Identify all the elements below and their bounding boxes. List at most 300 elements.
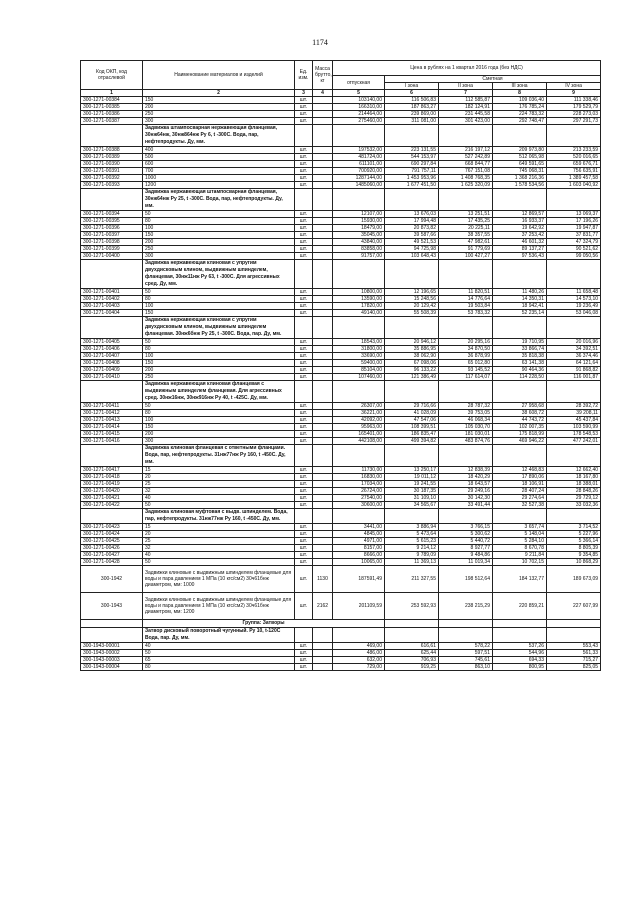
cell-zone-4: 12 662,40	[547, 467, 601, 474]
table-row	[81, 168, 601, 175]
cell-name: 1000	[143, 175, 295, 182]
cell-unit: шт.	[295, 559, 313, 566]
cell-zone-1: 239 869,00	[385, 111, 439, 118]
cell-name: 600	[143, 161, 295, 168]
cell-name: 50	[143, 403, 295, 410]
cell-otpusk: 26724,00	[333, 488, 385, 495]
cell-zone-1: 67 098,06	[385, 360, 439, 367]
cell-zone-3: 52 235,14	[493, 310, 547, 317]
cell-zone-3: 1 578 534,56	[493, 182, 547, 189]
cell-code: 300-1271-00398	[81, 239, 143, 246]
cell-name: 250	[143, 246, 295, 253]
cell-unit: шт.	[295, 495, 313, 502]
group-title: Задвижка клиновая фланцевая с ответными фланцами. Вода, пар, нефтепродукты. 31нж77нж Ру 160, t -450С. Ду, мм.	[143, 445, 295, 467]
column-number-row	[81, 90, 601, 97]
cell-zone-1: 223 131,55	[385, 147, 439, 154]
cell-zone-3: 8 670,78	[493, 545, 547, 552]
cell-name: 250	[143, 111, 295, 118]
cell-code: 300-1271-00419	[81, 481, 143, 488]
cell-zone-4: 11 658,48	[547, 289, 601, 296]
cell-zone-2: 47 982,61	[439, 239, 493, 246]
table-row	[81, 339, 601, 346]
cell-zone-2: 8 927,77	[439, 545, 493, 552]
table-row	[81, 374, 601, 381]
cell-zone-2: 53 783,32	[439, 310, 493, 317]
table-row	[81, 410, 601, 417]
cell-name: 100	[143, 225, 295, 232]
cell-zone-3: 512 065,98	[493, 154, 547, 161]
cell-otpusk: 3441,00	[333, 524, 385, 531]
cell-name: 1200	[143, 182, 295, 189]
cell-zone-3: 114 228,50	[493, 374, 547, 381]
table-row	[81, 147, 601, 154]
cell-zone-4: 5 227,96	[547, 531, 601, 538]
cell-otpusk: 27540,00	[333, 495, 385, 502]
cell-name: 50	[143, 559, 295, 566]
cell-code: 300-1271-00424	[81, 531, 143, 538]
cell-code: 300-1271-00416	[81, 438, 143, 445]
cell-name: 80	[143, 346, 295, 353]
cell-code: 300-1271-00408	[81, 360, 143, 367]
table-row	[81, 239, 601, 246]
cell-otpusk: 8157,00	[333, 545, 385, 552]
cell-unit: шт.	[295, 111, 313, 118]
cell-code: 300-1271-00428	[81, 559, 143, 566]
cell-zone-1: 5 473,64	[385, 531, 439, 538]
table-row	[81, 488, 601, 495]
cell-code: 300-1271-00409	[81, 367, 143, 374]
cell-zone-2: 13 251,51	[439, 211, 493, 218]
cell-name: Задвижки клиновые с выдвижным шпинделем фланцевые для воды и пара давлением 1 МПа (10 кгс/см2) 30ч61бнж диаметром, мм: 1000	[143, 566, 295, 593]
cell-unit: шт.	[295, 253, 313, 260]
cell-mass	[313, 111, 333, 118]
cell-zone-1: 103 648,43	[385, 253, 439, 260]
cell-unit: шт.	[295, 367, 313, 374]
header-code: Код ОКП, код отраслевой	[81, 61, 143, 90]
cell-name: 15	[143, 467, 295, 474]
cell-zone-3: 29 274,64	[493, 495, 547, 502]
cell-code: 300-1271-00404	[81, 310, 143, 317]
cell-mass	[313, 289, 333, 296]
cell-zone-1: 186 835,47	[385, 431, 439, 438]
cell-zone-2: 198 512,64	[439, 566, 493, 593]
cell-zone-4: 477 242,01	[547, 438, 601, 445]
cell-mass	[313, 232, 333, 239]
cell-zone-1: 121 386,49	[385, 374, 439, 381]
col-num: 9	[547, 90, 601, 97]
cell-name: 150	[143, 232, 295, 239]
table-row	[81, 481, 601, 488]
cell-unit: шт.	[295, 246, 313, 253]
cell-mass	[313, 438, 333, 445]
cell-unit: шт.	[295, 374, 313, 381]
cell-zone-2: 65 012,80	[439, 360, 493, 367]
cell-otpusk: 43840,00	[333, 239, 385, 246]
cell-zone-4: 553,43	[547, 643, 601, 650]
cell-otpusk: 700920,00	[333, 168, 385, 175]
cell-zone-1: 116 506,83	[385, 97, 439, 104]
cell-mass	[313, 97, 333, 104]
table-row	[81, 552, 601, 559]
cell-unit: шт.	[295, 161, 313, 168]
cell-zone-2: 1 408 768,35	[439, 175, 493, 182]
cell-zone-3: 5 148,04	[493, 531, 547, 538]
cell-zone-1: 20 873,82	[385, 225, 439, 232]
table-row	[81, 182, 601, 189]
group-title-row	[81, 189, 601, 211]
cell-zone-2: 5 440,72	[439, 538, 493, 545]
cell-mass	[313, 474, 333, 481]
cell-zone-3: 3 657,74	[493, 524, 547, 531]
table-row	[81, 232, 601, 239]
cell-name: 32	[143, 488, 295, 495]
group-title: Задвижка нержавеющая клиновая с упругим двухдисковым клином, выдвижным шпинделем, фланцевая, 30нж11нж Ру 63, t -300С. Для агрессивных сред. Ду, мм.	[143, 260, 295, 289]
cell-zone-1: 253 592,93	[385, 593, 439, 620]
cell-name: 65	[143, 657, 295, 664]
cell-zone-3: 19 642,92	[493, 225, 547, 232]
col-num: 5	[333, 90, 385, 97]
cell-unit: шт.	[295, 218, 313, 225]
cell-otpusk: 729,00	[333, 664, 385, 671]
cell-unit: шт.	[295, 502, 313, 509]
cell-mass	[313, 424, 333, 431]
cell-name: 400	[143, 147, 295, 154]
table-row	[81, 289, 601, 296]
cell-code: 300-1271-00395	[81, 218, 143, 225]
cell-name: 50	[143, 289, 295, 296]
table-row	[81, 474, 601, 481]
cell-otpusk: 4971,00	[333, 538, 385, 545]
cell-zone-2: 20 295,16	[439, 339, 493, 346]
cell-zone-4: 213 233,59	[547, 147, 601, 154]
cell-otpusk: 15930,00	[333, 218, 385, 225]
group-title: Задвижка клиновая муфтовая с выдв. шпинделем. Вода, пар, нефтепродукты. 31нж77нж Ру 160, t -450С. Ду, мм.	[143, 509, 295, 524]
cell-name: 50	[143, 650, 295, 657]
cell-zone-3: 17 890,06	[493, 474, 547, 481]
cell-zone-1: 94 725,98	[385, 246, 439, 253]
cell-zone-2: 1 625 320,09	[439, 182, 493, 189]
cell-unit: шт.	[295, 431, 313, 438]
cell-zone-4: 520 016,65	[547, 154, 601, 161]
cell-zone-3: 46 601,32	[493, 239, 547, 246]
cell-code: 300-1271-00427	[81, 552, 143, 559]
cell-otpusk: 8666,00	[333, 552, 385, 559]
cell-zone-1: 5 615,23	[385, 538, 439, 545]
cell-zone-2: 767 151,08	[439, 168, 493, 175]
cell-zone-2: 39 753,05	[439, 410, 493, 417]
cell-mass	[313, 417, 333, 424]
cell-unit: шт.	[295, 566, 313, 593]
cell-zone-2: 33 491,44	[439, 502, 493, 509]
cell-code: 300-1271-00425	[81, 538, 143, 545]
cell-zone-4: 1 603 040,92	[547, 182, 601, 189]
cell-zone-2: 105 030,70	[439, 424, 493, 431]
group-title-row	[81, 317, 601, 339]
cell-zone-1: 20 946,12	[385, 339, 439, 346]
cell-mass: 1130	[313, 566, 333, 593]
cell-zone-2: 238 215,29	[439, 593, 493, 620]
cell-zone-2: 117 614,07	[439, 374, 493, 381]
cell-mass	[313, 346, 333, 353]
cell-code: 300-1271-00418	[81, 474, 143, 481]
cell-code: 300-1271-00412	[81, 410, 143, 417]
cell-name: 200	[143, 104, 295, 111]
cell-zone-3: 90 464,36	[493, 367, 547, 374]
cell-zone-2: 28 787,32	[439, 403, 493, 410]
cell-name: 80	[143, 296, 295, 303]
table-row	[81, 154, 601, 161]
cell-unit: шт.	[295, 657, 313, 664]
cell-zone-1: 49 521,53	[385, 239, 439, 246]
cell-otpusk: 165401,00	[333, 431, 385, 438]
cell-otpusk: 442108,00	[333, 438, 385, 445]
cell-zone-4: 14 573,10	[547, 296, 601, 303]
cell-code: 300-1943	[81, 593, 143, 620]
group-title-row	[81, 628, 601, 643]
cell-code: 300-1271-00384	[81, 97, 143, 104]
cell-name: 20	[143, 531, 295, 538]
cell-zone-1: 13 676,03	[385, 211, 439, 218]
page-number: 1174	[312, 38, 328, 47]
cell-otpusk: 4845,00	[333, 531, 385, 538]
table-row	[81, 502, 601, 509]
cell-otpusk: 30600,00	[333, 502, 385, 509]
cell-mass	[313, 502, 333, 509]
cell-unit: шт.	[295, 410, 313, 417]
cell-zone-4: 179 529,79	[547, 104, 601, 111]
cell-unit: шт.	[295, 339, 313, 346]
cell-zone-3: 9 211,84	[493, 552, 547, 559]
cell-zone-3: 11 480,26	[493, 289, 547, 296]
cell-mass	[313, 339, 333, 346]
cell-code: 300-1271-00423	[81, 524, 143, 531]
table-row	[81, 97, 601, 104]
cell-code: 300-1271-00407	[81, 353, 143, 360]
cell-name: 80	[143, 410, 295, 417]
cell-name: 200	[143, 431, 295, 438]
cell-otpusk: 35045,00	[333, 232, 385, 239]
cell-zone-2: 5 300,62	[439, 531, 493, 538]
header-unit: Ед. изм.	[295, 61, 313, 90]
cell-code: 300-1271-00399	[81, 246, 143, 253]
cell-mass	[313, 147, 333, 154]
cell-name: Задвижки клиновые с выдвижным шпинделем фланцевые для воды и пара давлением 1 МПа (10 кгс/см2) 30ч61бнж диаметром, мм: 1200	[143, 593, 295, 620]
header-otpusk: отпускная	[333, 76, 385, 90]
cell-name: 100	[143, 353, 295, 360]
cell-zone-4: 99 050,56	[547, 253, 601, 260]
cell-zone-3: 109 036,40	[493, 97, 547, 104]
cell-mass	[313, 467, 333, 474]
cell-zone-2: 597,51	[439, 650, 493, 657]
cell-unit: шт.	[295, 239, 313, 246]
cell-name: 80	[143, 664, 295, 671]
cell-mass	[313, 303, 333, 310]
cell-zone-3: 649 591,65	[493, 161, 547, 168]
table-row	[81, 225, 601, 232]
cell-zone-4: 39 208,11	[547, 410, 601, 417]
cell-mass	[313, 246, 333, 253]
cell-zone-2: 181 030,01	[439, 431, 493, 438]
col-num: 2	[143, 90, 295, 97]
table-row	[81, 310, 601, 317]
cell-mass	[313, 374, 333, 381]
cell-unit: шт.	[295, 481, 313, 488]
cell-otpusk: 13590,00	[333, 296, 385, 303]
cell-zone-2: 93 145,52	[439, 367, 493, 374]
cell-mass	[313, 552, 333, 559]
cell-unit: шт.	[295, 303, 313, 310]
cell-zone-1: 1 677 451,50	[385, 182, 439, 189]
cell-zone-4: 36 374,46	[547, 353, 601, 360]
cell-zone-3: 14 350,31	[493, 296, 547, 303]
cell-zone-1: 187 863,27	[385, 104, 439, 111]
table-row	[81, 538, 601, 545]
cell-mass	[313, 403, 333, 410]
cell-zone-4: 3 714,52	[547, 524, 601, 531]
cell-name: 40	[143, 643, 295, 650]
cell-unit: шт.	[295, 403, 313, 410]
cell-mass	[313, 657, 333, 664]
cell-mass	[313, 410, 333, 417]
table-row	[81, 161, 601, 168]
cell-zone-3: 224 783,32	[493, 111, 547, 118]
table-row	[81, 303, 601, 310]
cell-unit: шт.	[295, 182, 313, 189]
cell-zone-4: 64 121,64	[547, 360, 601, 367]
cell-zone-1: 47 547,06	[385, 417, 439, 424]
cell-zone-3: 44 743,72	[493, 417, 547, 424]
cell-mass	[313, 559, 333, 566]
cell-zone-2: 20 225,11	[439, 225, 493, 232]
header-name: Наименование материалов и изделий	[143, 61, 295, 90]
cell-zone-2: 668 844,77	[439, 161, 493, 168]
table-row	[81, 218, 601, 225]
cell-name: 50	[143, 211, 295, 218]
cell-zone-2: 14 776,64	[439, 296, 493, 303]
cell-zone-4: 1 389 457,58	[547, 175, 601, 182]
cell-code: 300-1271-00385	[81, 104, 143, 111]
cell-otpusk: 33690,00	[333, 353, 385, 360]
cell-zone-1: 15 248,56	[385, 296, 439, 303]
cell-code: 300-1271-00387	[81, 118, 143, 125]
cell-mass	[313, 488, 333, 495]
cell-zone-1: 31 109,10	[385, 495, 439, 502]
table-row	[81, 367, 601, 374]
table-row	[81, 467, 601, 474]
cell-otpusk: 36221,00	[333, 410, 385, 417]
table-row	[81, 346, 601, 353]
cell-zone-3: 800,95	[493, 664, 547, 671]
cell-zone-1: 96 133,22	[385, 367, 439, 374]
cell-name: 15	[143, 524, 295, 531]
cell-zone-2: 216 197,12	[439, 147, 493, 154]
cell-zone-3: 16 933,37	[493, 218, 547, 225]
cell-unit: шт.	[295, 296, 313, 303]
cell-code: 300-1271-00405	[81, 339, 143, 346]
cell-unit: шт.	[295, 524, 313, 531]
cell-zone-2: 91 779,69	[439, 246, 493, 253]
cell-unit: шт.	[295, 360, 313, 367]
table-row	[81, 545, 601, 552]
cell-name: 200	[143, 367, 295, 374]
cell-code: 300-1271-00396	[81, 225, 143, 232]
cell-mass	[313, 104, 333, 111]
cell-otpusk: 1287144,00	[333, 175, 385, 182]
cell-mass	[313, 310, 333, 317]
table-row	[81, 211, 601, 218]
cell-name: 700	[143, 168, 295, 175]
cell-zone-1: 19 241,55	[385, 481, 439, 488]
cell-zone-3: 176 785,24	[493, 104, 547, 111]
cell-zone-1: 29 716,66	[385, 403, 439, 410]
cell-zone-4: 17 196,26	[547, 218, 601, 225]
cell-unit: шт.	[295, 147, 313, 154]
cell-unit: шт.	[295, 664, 313, 671]
cell-zone-4: 111 338,46	[547, 97, 601, 104]
table-row	[81, 559, 601, 566]
cell-mass	[313, 211, 333, 218]
cell-unit: шт.	[295, 97, 313, 104]
cell-code: 300-1271-00393	[81, 182, 143, 189]
cell-mass	[313, 239, 333, 246]
cell-name: 250	[143, 374, 295, 381]
table-row	[81, 353, 601, 360]
cell-zone-4: 20 016,96	[547, 339, 601, 346]
cell-otpusk: 611101,00	[333, 161, 385, 168]
group-title-row	[81, 620, 601, 628]
cell-zone-4: 825,05	[547, 664, 601, 671]
cell-otpusk: 85104,00	[333, 367, 385, 374]
cell-unit: шт.	[295, 225, 313, 232]
cell-otpusk: 469,00	[333, 643, 385, 650]
cell-zone-3: 63 141,38	[493, 360, 547, 367]
cell-otpusk: 59400,00	[333, 360, 385, 367]
cell-unit: шт.	[295, 353, 313, 360]
cell-mass	[313, 650, 333, 657]
cell-zone-3: 209 973,80	[493, 147, 547, 154]
cell-mass	[313, 360, 333, 367]
cell-zone-2: 527 242,89	[439, 154, 493, 161]
cell-zone-3: 10 702,15	[493, 559, 547, 566]
cell-zone-4: 9 354,85	[547, 552, 601, 559]
cell-zone-2: 483 874,76	[439, 438, 493, 445]
cell-otpusk: 18543,00	[333, 339, 385, 346]
cell-unit: шт.	[295, 168, 313, 175]
group-title-row	[81, 125, 601, 147]
cell-zone-2: 231 445,58	[439, 111, 493, 118]
cell-mass	[313, 481, 333, 488]
cell-unit: шт.	[295, 467, 313, 474]
cell-otpusk: 10065,00	[333, 559, 385, 566]
col-num: 8	[493, 90, 547, 97]
cell-zone-1: 9 214,12	[385, 545, 439, 552]
cell-zone-4: 715,27	[547, 657, 601, 664]
cell-name: 20	[143, 474, 295, 481]
cell-zone-4: 8 805,39	[547, 545, 601, 552]
cell-mass	[313, 545, 333, 552]
table-row	[81, 431, 601, 438]
cell-zone-2: 3 766,15	[439, 524, 493, 531]
cell-zone-1: 41 028,09	[385, 410, 439, 417]
cell-code: 300-1942	[81, 566, 143, 593]
cell-zone-1: 706,93	[385, 657, 439, 664]
cell-zone-1: 108 399,51	[385, 424, 439, 431]
cell-name: 25	[143, 538, 295, 545]
col-num: 7	[439, 90, 493, 97]
cell-zone-1: 12 196,65	[385, 289, 439, 296]
cell-zone-4: 34 392,51	[547, 346, 601, 353]
cell-zone-4: 47 324,79	[547, 239, 601, 246]
